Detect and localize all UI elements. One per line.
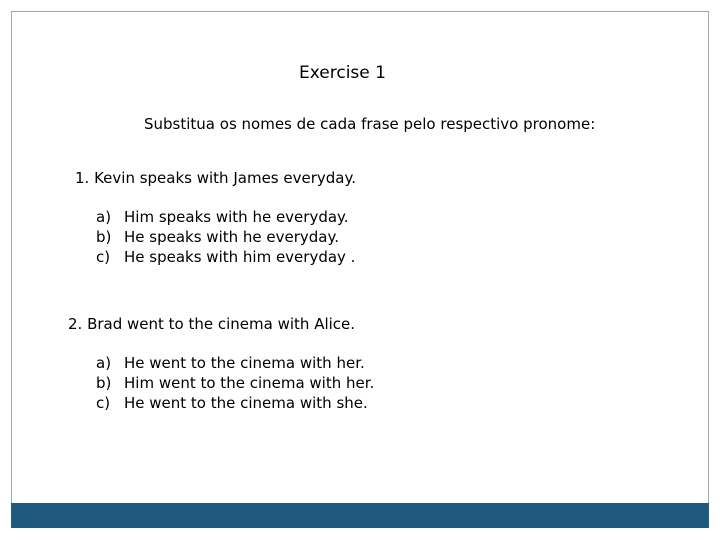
option-letter: c): [96, 394, 111, 412]
option-text: Him went to the cinema with her.: [124, 374, 375, 392]
exercise-title: Exercise 1: [299, 63, 386, 83]
option-text: He went to the cinema with her.: [124, 354, 365, 372]
option-text: Him speaks with he everyday.: [124, 208, 349, 226]
option-letter: c): [96, 248, 111, 266]
option-text: He speaks with he everyday.: [124, 228, 339, 246]
footer-bar: [11, 503, 709, 528]
instruction-text: Substitua os nomes de cada frase pelo respectivo pronome:: [144, 115, 596, 133]
option-letter: b): [96, 374, 112, 392]
question-2-prompt: 2. Brad went to the cinema with Alice.: [68, 315, 356, 333]
option-letter: a): [96, 354, 112, 372]
slide-frame: [11, 11, 709, 528]
option-text: He went to the cinema with she.: [124, 394, 368, 412]
option-text: He speaks with him everyday .: [124, 248, 356, 266]
option-letter: b): [96, 228, 112, 246]
option-letter: a): [96, 208, 112, 226]
question-1-prompt: 1. Kevin speaks with James everyday.: [75, 169, 356, 187]
